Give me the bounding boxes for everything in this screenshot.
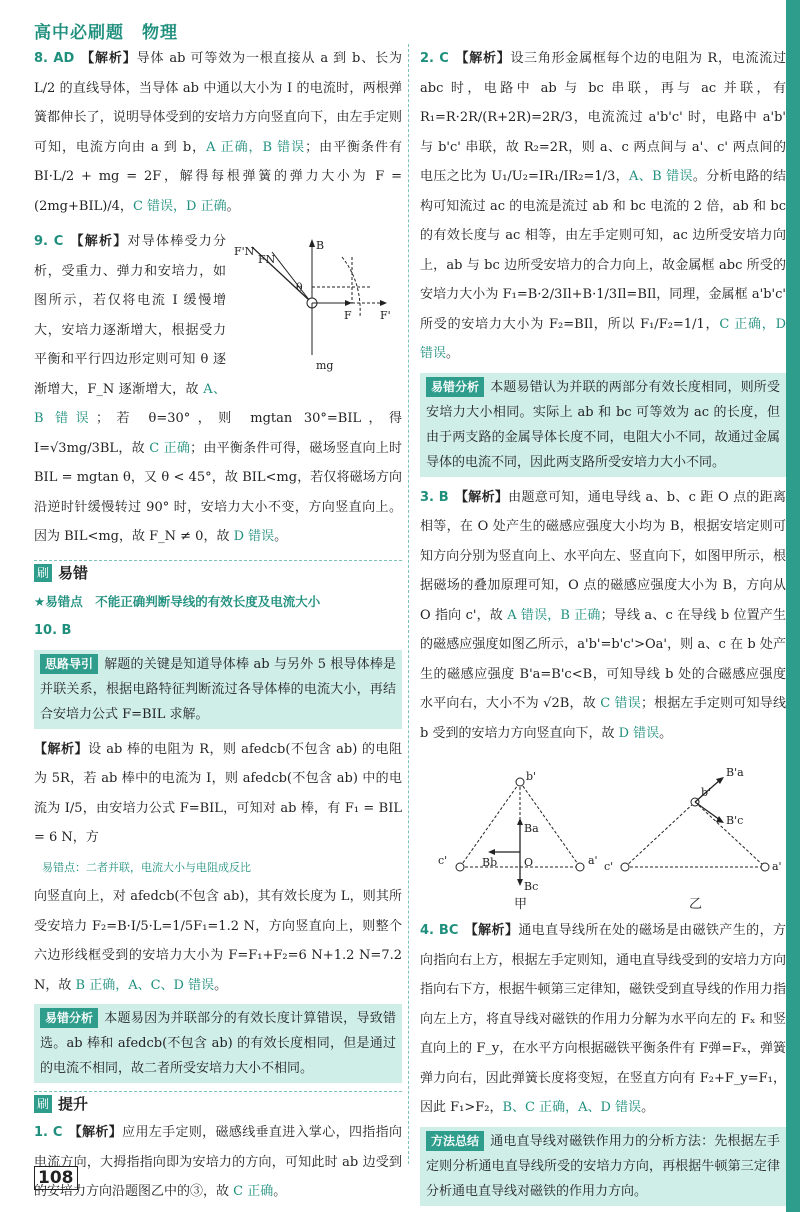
answer-number: 9. C — [34, 234, 64, 249]
answer-number: 10. B — [34, 623, 72, 638]
section-title: 易错 — [58, 563, 89, 582]
error-tag: 易错分析 — [426, 377, 484, 397]
answer-result: C 错误，D 正确 — [132, 198, 227, 214]
label-c: c' — [604, 860, 614, 873]
guide-box — [34, 650, 402, 729]
label-FN: FN — [258, 253, 276, 266]
mistake-note: 易错点：二者并联，电流大小与电阻成反比 — [42, 860, 251, 874]
answer-text: 。 — [446, 346, 460, 361]
diagram-jia — [438, 770, 598, 912]
column-divider — [408, 44, 409, 1164]
label-c: c' — [438, 854, 448, 867]
caption-yi: 乙 — [689, 897, 703, 912]
answer-number: 4. BC — [420, 923, 459, 938]
section-icon: 刷 — [34, 564, 52, 582]
answer-text: ；若 θ=30°，则 mgtan 30°=BIL，得 I=√3mg/3BL，故 — [34, 411, 402, 456]
caption-jia: 甲 — [514, 897, 528, 912]
guide-tag: 思路导引 — [40, 654, 98, 674]
answer-text: ；由平衡条件可得，磁场竖直向上时 BIL = mgtan θ，又 θ < 45°，故 BIL<mg，若仅将磁场方向沿逆时针缓慢转过 90° 时，安培力大小不变，方向竖直向上。因为 BIL<mg，故 F_N ≠ 0，故 — [34, 440, 402, 544]
right-column — [420, 44, 786, 1212]
analysis-tag: 【解析】 — [69, 234, 128, 249]
error-tag: 易错分析 — [40, 1008, 98, 1028]
label-mg: mg — [316, 359, 334, 372]
section-improve — [34, 1091, 402, 1116]
label-O: O — [524, 856, 534, 869]
analysis-tag: 【解析】 — [68, 1125, 123, 1140]
analysis-tag: 【解析】 — [464, 923, 519, 938]
page-header-title: 高中必刷题 物理 — [34, 23, 178, 43]
label-Ba: Ba — [524, 822, 539, 835]
page-number: 108 — [34, 1166, 78, 1190]
label-b: b' — [701, 786, 712, 799]
label-b: b' — [526, 770, 537, 783]
easy-point: ★易错点 不能正确判断导线的有效长度及电流大小 — [34, 593, 321, 609]
answer-result: D 错误 — [233, 529, 275, 544]
left-column — [34, 44, 402, 1207]
answer-number: 8. AD — [34, 51, 75, 66]
answer-number: 3. B — [420, 489, 449, 505]
answer-text: 通电直导线所在处的磁场是由磁铁产生的，方向指向右上方，根据左手定则知，通电直导线受到的安培力方向指向右下方，根据牛顿第三定律知，磁铁受到直导线的作用力指向左上方，将直导线对磁铁的作用力分解为水平向左的 Fₓ 和竖直向上的 F_y，在水平方向根据磁铁平衡条件有 F弹=Fₓ，弹簧弹力向右，因此弹簧长度将变短，在竖直方向有 F₂+F_y=F₁，因此 F₁>F₂， — [420, 923, 786, 1115]
answer-text: 设 ab 棒的电阻为 R，则 afedcb(不包含 ab) 的电阻为 5R，若 ab 棒中的电流为 I，则 afedcb(不包含 ab) 中的电流为 I/5，由安培力公式 F=BIL，可知对 ab 棒，有 F₁ = BIL = 6 N，方 — [34, 741, 402, 845]
diagram-yi — [604, 766, 782, 912]
analysis-tag: 【解析】 — [454, 489, 509, 505]
answer-result: D 错误 — [618, 725, 660, 741]
answer-result: A 正确，B 错误 — [206, 139, 306, 155]
answer-text: 。 — [641, 1100, 655, 1115]
improve-answer-4 — [420, 916, 786, 1123]
method-summary-box — [420, 1127, 786, 1206]
method-tag: 方法总结 — [426, 1131, 484, 1151]
answer-text: ；由平衡条件有 BI·L/2 + mg = 2F，解得每根弹簧的弹力大小为 F = (2mg+BIL)/4， — [34, 139, 402, 214]
answer-text: 。 — [226, 198, 240, 214]
analysis-tag: 【解析】 — [34, 741, 89, 757]
answer-text: 。 — [274, 529, 288, 544]
answer-text: 设三角形金属框每个边的电阻为 R，电流流过 abc 时，电路中 ab 与 bc 串联，再与 ac 并联，有 R₁=R·2R/(R+2R)=2R/3，电流流过 a'b'c' 时，电路中 a'b' 与 b'c' 串联，故 R₂=2R，则 a、c 两点间与 a'、c' 两点间的电压之比为 U₁/U₂=IR₁/IR₂=1/3， — [420, 51, 786, 184]
section-icon: 刷 — [34, 1095, 52, 1113]
label-Bb: Bb — [482, 856, 498, 869]
label-theta: θ — [296, 281, 303, 294]
label-a: a' — [772, 860, 782, 873]
label-Bc: Bc — [524, 880, 539, 893]
answer-10 — [34, 616, 402, 1083]
answer-result: B、C 正确，A、D 错误 — [502, 1100, 642, 1115]
answer-text-block — [34, 882, 402, 1000]
error-text: 本题易错认为并联的两部分有效长度相同，则所受安培力大小相同。实际上 ab 和 bc 可等效为 ac 的长度，但由于两支路的金属导体长度不同，电阻大小不同，故通过金属导体的电流不同，因此两支路所受安培力大小不同。 — [426, 379, 780, 470]
field-diagrams-3 — [420, 752, 786, 912]
error-analysis-box — [34, 1004, 402, 1083]
section-easy-mistake — [34, 560, 402, 585]
answer-result: A、B 错误 — [34, 381, 226, 426]
answer-result: C 错误 — [600, 696, 641, 711]
label-B1: B'a — [726, 766, 744, 779]
analysis-tag: 【解析】 — [80, 51, 137, 66]
answer-result: A 错误，B 正确 — [507, 607, 601, 623]
answer-text: 导体 ab 可等效为一根直接从 a 到 b、长为 L/2 的直线导体，当导体 ab 中通以大小为 I 的电流时，两根弹簧都伸长了，说明导体受到的安培力方向竖直向下，由左手定则可知，电流方向由 a 到 b， — [34, 51, 402, 155]
label-F: F — [344, 309, 352, 322]
improve-answer-3 — [420, 483, 786, 749]
answer-result: C 正确 — [149, 440, 191, 456]
answer-9 — [34, 227, 402, 552]
label-FN1: F'N — [234, 245, 255, 258]
answer-text: 对导体棒受力分析，受重力、弹力和安培力，如图所示，若仅将电流 I 缓慢增大，安培力逐渐增大，根据受力平衡和平行四边形定则可知 θ 逐渐增大，F_N 逐渐增大，故 — [34, 234, 226, 397]
method-text: 通电直导线对磁铁作用力的分析方法：先根据左手定则分析通电直导线所受的安培力方向，再根据牛顿第三定律分析通电直导线对磁铁的作用力方向。 — [426, 1133, 780, 1199]
answer-result: A、B 错误 — [629, 169, 693, 184]
answer-text: 。 — [659, 725, 673, 741]
page-edge-band — [786, 0, 800, 1212]
label-B2: B'c — [726, 814, 744, 827]
answer-number: 1. C — [34, 1125, 63, 1140]
label-B: B — [316, 239, 325, 252]
answer-text: ；根据左手定则可知导线 b 受到的安培力方向竖直向下，故 — [420, 696, 786, 741]
improve-answer-2 — [420, 44, 786, 369]
answer-result: C 正确，D 错误 — [420, 316, 786, 361]
error-analysis-box — [420, 373, 786, 477]
answer-8 — [34, 44, 402, 221]
answer-number: 2. C — [420, 51, 449, 66]
answer-text: 。分析电路的结构可知流过 ac 的电流是流过 ab 和 bc 电流的 2 倍，ab 和 bc 的有效长度与 ac 相等，由左手定则可知，ac 边所受安培力向上，ab 与 bc 边所受安培力的合力向上，故金属框 abc 所受的安培力大小为 F₁=B·2/3Il+B·1/3Il=BIl，同理，金属框 a'b'c' 所受的安培力大小为 F₂=BIl，所以 F₁/F₂=1/1， — [420, 169, 786, 332]
force-diagram-9 — [232, 227, 402, 377]
guide-text: 解题的关键是知道导体棒 ab 与另外 5 根导体棒是并联关系，根据电路特征判断流过各导体棒的电流大小，再结合安培力公式 F=BIL 求解。 — [40, 656, 396, 722]
answer-result: C 正确 — [233, 1184, 274, 1199]
section-title: 提升 — [58, 1095, 89, 1113]
analysis-tag: 【解析】 — [454, 51, 511, 66]
label-F2: F' — [380, 309, 391, 322]
answer-text: ；导线 a、c 在导线 b 位置产生的磁感应强度如图乙所示，a'b'=b'c'>Oa'，则 a、c 在 b 处产生的磁感应强度 B'a=B'c<B，可知导线 b 处的合磁感应强度水平向右，大小不为 √2B，故 — [420, 607, 786, 711]
answer-text: 。 — [214, 977, 228, 993]
answer-text: 由题意可知，通电导线 a、b、c 距 O 点的距离相等，在 O 处产生的磁感应强度大小均为 B，根据安培定则可知方向分别为竖直向上、水平向左、竖直向下，如图甲所示，根据磁场的叠加原理可知，O 点的磁感应强度大小为 B，方向从 O 指向 c'，故 — [420, 489, 786, 623]
answer-result: B 正确，A、C、D 错误 — [75, 977, 215, 993]
answer-text: 应用左手定则，磁感线垂直进入掌心，四指指向电流方向，大拇指指向即为安培力的方向，可知此时 ab 边受到的安培力方向沿题图乙中的③，故 — [34, 1125, 402, 1199]
answer-text: 向竖直向上，对 afedcb(不包含 ab)，其有效长度为 L，则其所受安培力 F₂=B·I/5·L=1/5F₁=1.2 N，方向竖直向上，则整个六边形线框受到的安培力大小为 F=F₁+F₂=6 N+1.2 N=7.2 N，故 — [34, 889, 402, 993]
error-text: 本题易因为并联部分的有效长度计算错误，导致错选。ab 棒和 afedcb(不包含 ab) 的有效长度相同，但是通过的电流不相同，故二者所受安培力大小不相同。 — [40, 1011, 396, 1076]
answer-text-block — [34, 735, 402, 853]
label-a: a' — [588, 854, 598, 867]
improve-answer-1 — [34, 1118, 402, 1207]
answer-text: 。 — [273, 1184, 287, 1199]
